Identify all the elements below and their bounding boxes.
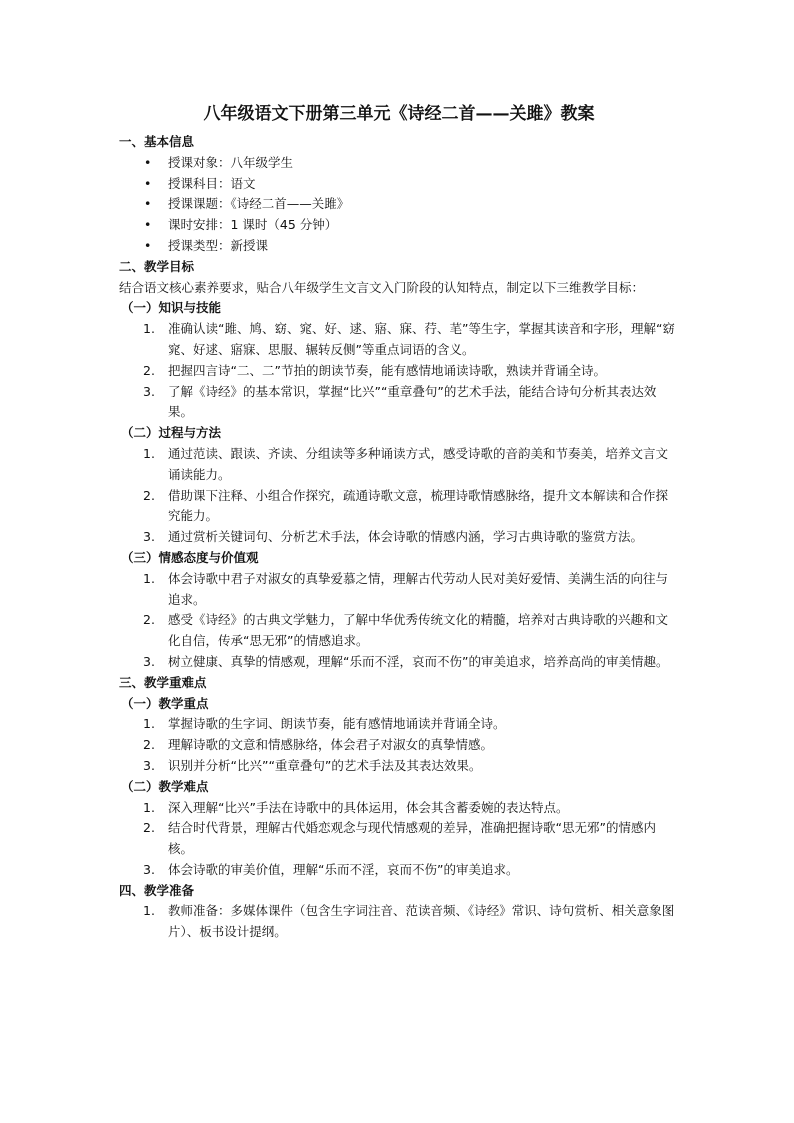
page-title: 八年级语文下册第三单元《诗经二首——关雎》教案	[203, 104, 595, 124]
list-item	[119, 652, 679, 673]
item-text: 结合时代背景，理解古代婚恋观念与现代情感观的差异，准确把握诗歌“思无邪”的情感内核。	[168, 820, 656, 857]
subsection-heading-process-methods: （二）过程与方法	[121, 425, 222, 441]
section-heading-key-difficult-points: 三、教学重难点	[119, 674, 207, 690]
difficult-points-list	[119, 798, 679, 881]
item-text: 理解诗歌的文意和情感脉络，体会君子对淑女的真挚情感。	[168, 737, 494, 753]
item-text: 把握四言诗“二、二”节拍的朗读节奏，能有感情地诵读诗歌，熟读并背诵全诗。	[168, 362, 606, 378]
item-number: 1.	[143, 321, 155, 337]
list-item	[119, 319, 679, 361]
item-text: 深入理解“比兴”手法在诗歌中的具体运用，体会其含蓄委婉的表达特点。	[168, 799, 569, 815]
list-item	[119, 527, 679, 548]
lesson-plan-document	[119, 102, 679, 943]
item-text: 树立健康、真挚的情感观，理解“乐而不淫，哀而不伤”的审美追求，培养高尚的审美情趣。	[168, 653, 669, 669]
item-number: 3.	[143, 861, 155, 877]
item-number: 3.	[143, 653, 155, 669]
list-item: • 授课对象：八年级学生	[119, 153, 679, 174]
item-text: 教师准备：多媒体课件（包含生字词注音、范读音频、《诗经》常识、诗句赏析、相关意象图片）、板书设计提纲。	[168, 903, 675, 940]
subsection-heading-key-points: （一）教学重点	[121, 695, 209, 711]
item-number: 3.	[143, 757, 155, 773]
key-points-list	[119, 714, 679, 776]
item-number: 1.	[143, 799, 155, 815]
item-number: 2.	[143, 737, 155, 753]
item-text: 了解《诗经》的基本常识，掌握“比兴”“重章叠句”的艺术手法，能结合诗句分析其表达效果。	[168, 383, 657, 420]
list-item	[119, 714, 679, 735]
item-number: 3.	[143, 529, 155, 545]
section-heading-teaching-goals: 二、教学目标	[119, 258, 195, 274]
item-number: 1.	[143, 445, 155, 461]
list-item	[119, 756, 679, 777]
list-item	[119, 382, 679, 424]
teaching-goals-intro: 结合语文核心素养要求，贴合八年级学生文言文入门阶段的认知特点，制定以下三维教学目标：	[119, 279, 645, 295]
item-number: 2.	[143, 487, 155, 503]
list-item: • 课时安排：1 课时（45 分钟）	[119, 215, 679, 236]
item-number: 2.	[143, 612, 155, 628]
list-item	[119, 361, 679, 382]
list-item	[119, 818, 679, 860]
subsection-heading-knowledge-skills: （一）知识与技能	[121, 300, 222, 316]
item-text: 掌握诗歌的生字词、朗读节奏，能有感情地诵读并背诵全诗。	[168, 716, 506, 732]
item-text: 通过赏析关键词句、分析艺术手法，体会诗歌的情感内涵，学习古典诗歌的鉴赏方法。	[168, 529, 644, 545]
list-item: • 授课科目：语文	[119, 174, 679, 195]
list-item: • 授课类型：新授课	[119, 236, 679, 257]
list-item	[119, 610, 679, 652]
basic-info-list	[119, 153, 679, 257]
list-item	[119, 486, 679, 528]
item-text: 感受《诗经》的古典文学魅力，了解中华优秀传统文化的精髓，培养对古典诗歌的兴趣和文化自信，传承“思无邪”的情感追求。	[168, 612, 669, 649]
list-item	[119, 901, 679, 943]
item-number: 2.	[143, 820, 155, 836]
item-number: 3.	[143, 383, 155, 399]
subsection-heading-emotions-values: （三）情感态度与价值观	[121, 549, 259, 565]
list-item	[119, 444, 679, 486]
emotions-values-list	[119, 569, 679, 673]
item-text: 通过范读、跟读、齐读、分组读等多种诵读方式，感受诗歌的音韵美和节奏美，培养文言文诵读能力。	[168, 445, 669, 482]
item-text: 准确认读“雎、鸠、窈、窕、好、逑、寤、寐、荇、芼”等生字，掌握其读音和字形，理解“窈窕、好逑、寤寐、思服、辗转反侧”等重点词语的含义。	[168, 321, 675, 357]
list-item	[119, 569, 679, 611]
process-methods-list	[119, 444, 679, 548]
item-number: 1.	[143, 716, 155, 732]
section-heading-teaching-preparation: 四、教学准备	[119, 882, 195, 898]
list-item	[119, 735, 679, 756]
item-number: 1.	[143, 903, 155, 919]
item-number: 2.	[143, 362, 155, 378]
list-item: • 授课课题：《诗经二首——关雎》	[119, 194, 679, 215]
knowledge-skills-list	[119, 319, 679, 423]
section-heading-basic-info: 一、基本信息	[119, 134, 195, 149]
list-item	[119, 798, 679, 819]
item-text: 体会诗歌的审美价值，理解“乐而不淫，哀而不伤”的审美追求。	[168, 861, 519, 877]
item-text: 识别并分析“比兴”“重章叠句”的艺术手法及其表达效果。	[168, 757, 482, 773]
item-text: 借助课下注释、小组合作探究，疏通诗歌文意，梳理诗歌情感脉络，提升文本解读和合作探究能力。	[168, 487, 669, 524]
teaching-preparation-list	[119, 901, 679, 943]
item-number: 1.	[143, 570, 155, 586]
list-item	[119, 860, 679, 881]
item-text: 体会诗歌中君子对淑女的真挚爱慕之情，理解古代劳动人民对美好爱情、美满生活的向往与追求。	[168, 570, 669, 607]
subsection-heading-difficult-points: （二）教学难点	[121, 778, 209, 794]
